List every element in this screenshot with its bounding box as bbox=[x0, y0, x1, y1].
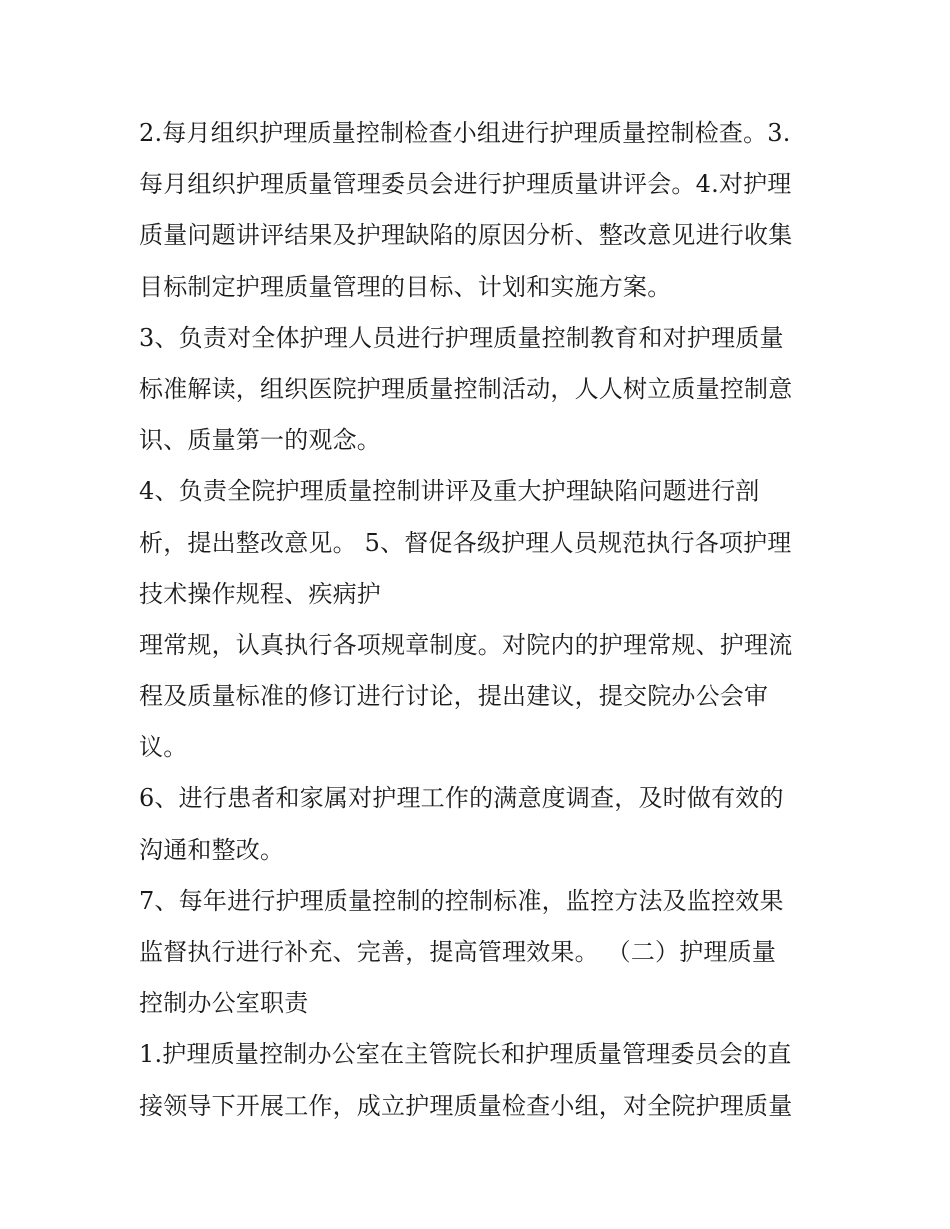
text-line: 理常规，认真执行各项规章制度。对院内的护理常规、护理流 bbox=[139, 630, 793, 659]
text-line: 析，提出整改意见。 5、督促各级护理人员规范执行各项护理 bbox=[139, 528, 792, 557]
text-line: 4、负责全院护理质量控制讲评及重大护理缺陷问题进行剖 bbox=[139, 477, 760, 506]
text-line: 7、每年进行护理质量控制的控制标准，监控方法及监控效果 bbox=[139, 886, 784, 915]
text-line: 标准解读，组织医院护理质量控制活动，人人树立质量控制意 bbox=[139, 374, 793, 403]
text-line: 质量问题讲评结果及护理缺陷的原因分析、整改意见进行收集 bbox=[139, 221, 793, 250]
text-line: 技术操作规程、疾病护 bbox=[139, 579, 381, 608]
text-line: 目标制定护理质量管理的目标、计划和实施方案。 bbox=[139, 272, 672, 301]
text-line: 控制办公室职责 bbox=[139, 989, 309, 1018]
text-line: 程及质量标准的修订进行讨论，提出建议，提交院办公会审 bbox=[139, 682, 769, 711]
text-line: 2.每月组织护理质量控制检查小组进行护理质量控制检查。3. bbox=[139, 119, 791, 147]
text-line: 6、进行患者和家属对护理工作的满意度调查，及时做有效的 bbox=[139, 784, 784, 813]
text-line: 1.护理质量控制办公室在主管院长和护理质量管理委员会的直 bbox=[139, 1040, 792, 1069]
text-line: 识、质量第一的观念。 bbox=[139, 426, 381, 455]
text-line: 每月组织护理质量管理委员会进行护理质量讲评会。4.对护理 bbox=[139, 170, 792, 199]
text-line: 3、负责对全体护理人员进行护理质量控制教育和对护理质量 bbox=[139, 323, 784, 352]
text-line: 监督执行进行补充、完善，提高管理效果。 （二）护理质量 bbox=[139, 938, 777, 966]
text-line: 接领导下开展工作，成立护理质量检查小组，对全院护理质量 bbox=[139, 1091, 793, 1120]
text-line: 沟通和整改。 bbox=[139, 835, 285, 864]
document-body bbox=[139, 108, 819, 1132]
text-line: 议。 bbox=[139, 733, 188, 762]
